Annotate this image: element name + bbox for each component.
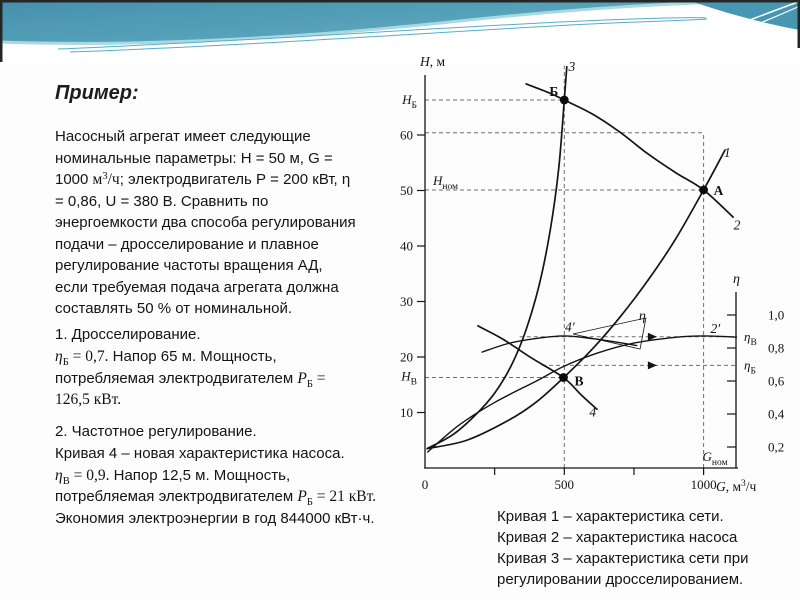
eta-pointer bbox=[573, 318, 646, 349]
curve-label-1: 1 bbox=[723, 145, 731, 161]
curve-2 bbox=[526, 84, 733, 217]
text-seg: Б bbox=[62, 356, 69, 368]
text-seg: если требуемая подача агрегата должна bbox=[55, 278, 339, 296]
point-label-В: В bbox=[574, 373, 584, 389]
text-seg: составлять 50 % от номинальной. bbox=[55, 300, 292, 317]
point-label-Б: Б bbox=[549, 84, 559, 100]
point-Б bbox=[560, 96, 569, 105]
axis-side-label: $H_Б$ bbox=[402, 92, 417, 112]
curve-label-2: 2 bbox=[733, 217, 741, 233]
text-seg: η bbox=[55, 466, 63, 484]
eta-tick-label: 0,2 bbox=[768, 439, 785, 455]
eta-tick-label: 0,6 bbox=[768, 373, 785, 389]
text-seg: η bbox=[55, 347, 63, 365]
curve-label-3: 3 bbox=[568, 59, 576, 75]
text-seg: потребляемая электродвигателем bbox=[55, 369, 298, 387]
y-axis-title-left: H, м bbox=[420, 54, 446, 69]
y-axis-title-right: η bbox=[733, 272, 740, 287]
point-label-А: А bbox=[713, 182, 724, 198]
axis-side-label: $\eta_В$ bbox=[744, 328, 757, 348]
caption-line: Кривая 2 – характеристика насоса bbox=[497, 529, 738, 546]
y-tick-label: 10 bbox=[400, 405, 413, 420]
page-title: Пример: bbox=[55, 82, 139, 104]
axis-side-label: $H_{ном}$ bbox=[433, 172, 459, 192]
text-seg: регулирование частоты вращения АД, bbox=[55, 257, 323, 274]
curve-1 bbox=[427, 150, 725, 449]
y-tick-label: 60 bbox=[400, 127, 413, 143]
text-seg: = 0,7. bbox=[68, 347, 109, 365]
x-tick-label: 500 bbox=[554, 477, 575, 492]
curve-4′ bbox=[482, 336, 637, 352]
curve-label-4′: 4′ bbox=[565, 319, 575, 335]
eta-tick-label: 0,4 bbox=[768, 406, 785, 422]
text-seg: Кривая 4 – новая характеристика насоса. bbox=[55, 444, 345, 462]
text-seg: ; электродвигатель Р = 200 кВт, η bbox=[119, 171, 351, 188]
axis-side-label: $H_В$ bbox=[401, 368, 417, 388]
text-seg: энергоемкости два способа регулирования bbox=[55, 214, 356, 231]
text-seg: Напор 12,5 м. Мощность, bbox=[109, 466, 291, 484]
text-seg: = 21 кВт. bbox=[312, 488, 377, 506]
text-seg: = bbox=[312, 369, 326, 387]
eta-annotation: η bbox=[638, 308, 646, 324]
text-seg: Б bbox=[306, 497, 313, 509]
text-seg: 1000 bbox=[55, 171, 93, 188]
text-seg: /ч bbox=[107, 171, 120, 188]
text-seg: = 0,9. bbox=[69, 466, 110, 484]
y-tick-label: 40 bbox=[400, 238, 413, 254]
text-seg: 126,5 кВт. bbox=[55, 391, 122, 409]
text-seg: Насосный агрегат имеет следующие bbox=[55, 128, 311, 145]
text-seg: Экономия электроэнергии в год 844000 кВт·ч. bbox=[55, 510, 375, 527]
text-seg: потребляемая электродвигателем bbox=[55, 488, 298, 506]
caption-line: Кривая 3 – характеристика сети при bbox=[497, 550, 749, 567]
caption-line: регулировании дросселированием. bbox=[497, 571, 744, 588]
text-seg: Напор 65 м. Мощность, bbox=[108, 347, 277, 365]
eta-tick-label: 1,0 bbox=[768, 307, 785, 323]
eta-tick-label: 0,8 bbox=[768, 340, 785, 356]
guide-arrowhead bbox=[648, 361, 657, 369]
y-tick-label: 30 bbox=[400, 294, 413, 309]
text-seg: подачи – дросселирование и плавное bbox=[55, 235, 319, 253]
text-seg: номинальные параметры: Н = 50 м, G = bbox=[55, 149, 333, 167]
point-В bbox=[559, 373, 568, 382]
chart-caption bbox=[497, 508, 749, 592]
x-axis-title: G, $м^3/ч$ bbox=[716, 479, 757, 494]
text-seg: P bbox=[297, 369, 307, 387]
curve-2′ bbox=[428, 336, 737, 452]
text-seg: м bbox=[92, 171, 103, 188]
curve-3 bbox=[427, 67, 567, 449]
x-tick-label: 0 bbox=[421, 477, 429, 492]
text-seg: 2. Частотное регулирование. bbox=[55, 423, 257, 440]
caption-line: Кривая 1 – характеристика сети. bbox=[497, 508, 724, 525]
x-tick-label: 1000 bbox=[690, 477, 717, 492]
text-seg: Б bbox=[306, 378, 313, 390]
curve-label-2′: 2′ bbox=[710, 321, 721, 337]
y-tick-label: 20 bbox=[400, 349, 413, 365]
y-tick-label: 50 bbox=[400, 183, 413, 198]
text-seg: 1. Дросселирование. bbox=[55, 326, 201, 343]
axis-side-label: $G_{ном}$ bbox=[702, 449, 728, 468]
axis-side-label: $\eta_Б$ bbox=[744, 357, 756, 377]
text-seg: 3 bbox=[102, 171, 108, 182]
curve-label-4: 4 bbox=[589, 404, 597, 420]
point-А bbox=[699, 186, 708, 195]
text-seg: P bbox=[297, 488, 307, 506]
text-seg: В bbox=[62, 475, 70, 487]
text-seg: = 0,86, U = 380 В. Сравнить по bbox=[55, 192, 269, 210]
